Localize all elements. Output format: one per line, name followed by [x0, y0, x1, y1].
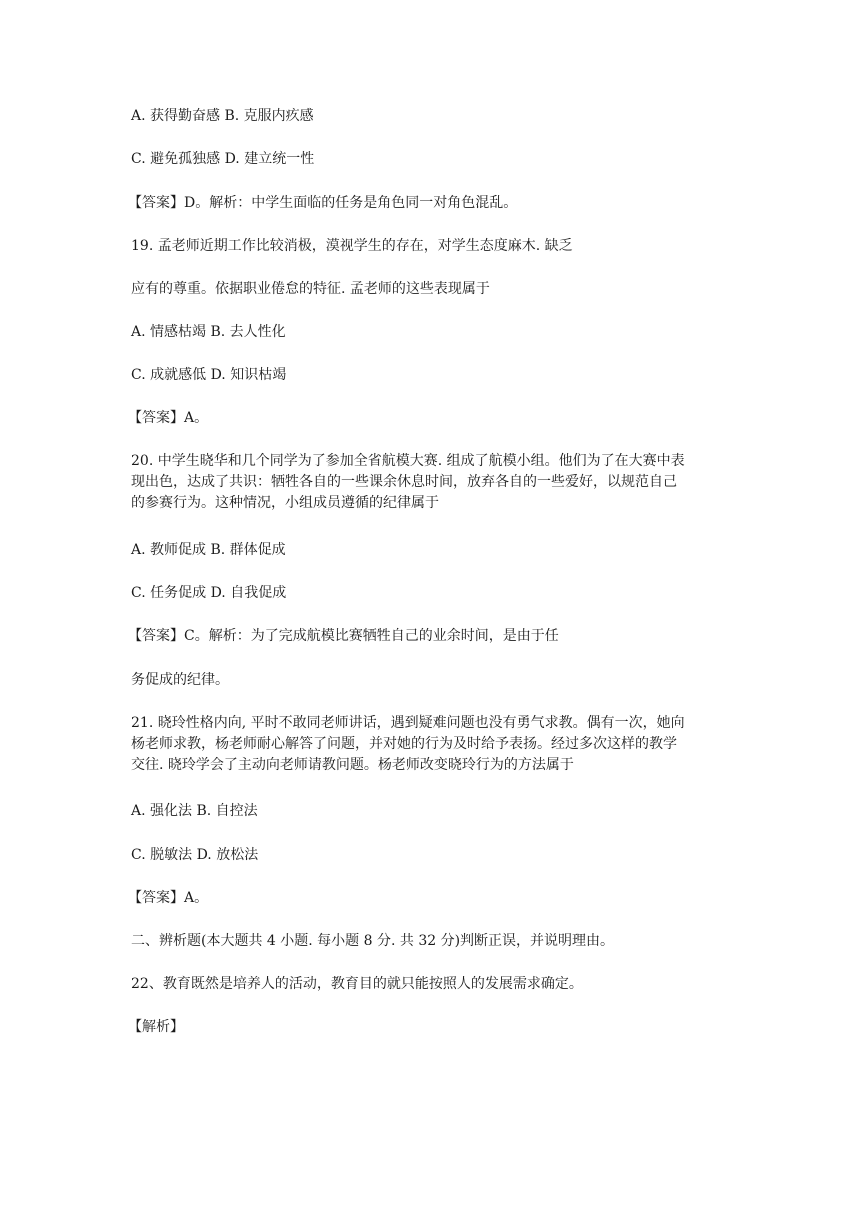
q19-stem-line-1: 19. 孟老师近期工作比较消极，漠视学生的存在，对学生态度麻木. 缺乏	[131, 238, 573, 254]
q20-options-c-d: C. 任务促成 D. 自我促成	[131, 585, 287, 601]
q21-stem-line-2: 杨老师求教，杨老师耐心解答了问题，并对她的行为及时给予表扬。经过多次这样的教学	[131, 736, 677, 752]
q21-options-c-d: C. 脱敏法 D. 放松法	[131, 847, 259, 863]
q19-stem-line-2: 应有的尊重。依据职业倦怠的特征. 孟老师的这些表现属于	[131, 281, 490, 297]
q19-options-a-b: A. 情感枯竭 B. 去人性化	[131, 324, 286, 340]
q22-analysis-label: 【解析】	[128, 1019, 184, 1035]
q20-options-a-b: A. 教师促成 B. 群体促成	[131, 542, 286, 558]
q20-answer-line-2: 务促成的纪律。	[131, 672, 229, 688]
section-heading: 二、辨析题(本大题共 4 小题. 每小题 8 分. 共 32 分)判断正误，并说明理由。	[131, 933, 615, 949]
q21-stem	[131, 713, 685, 776]
q18-options-c-d: C. 避免孤独感 D. 建立统一性	[131, 151, 315, 167]
q20-stem-line-3: 的参赛行为。这种情况，小组成员遵循的纪律属于	[131, 495, 439, 511]
q21-answer: 【答案】A。	[128, 890, 209, 906]
q19-answer: 【答案】A。	[128, 410, 209, 426]
q21-options-a-b: A. 强化法 B. 自控法	[131, 803, 258, 819]
q21-stem-line-1: 21. 晓玲性格内向, 平时不敢同老师讲话，遇到疑难问题也没有勇气求教。偶有一次，她向	[131, 715, 685, 731]
q19-options-c-d: C. 成就感低 D. 知识枯竭	[131, 367, 287, 383]
q20-stem-line-1: 20. 中学生晓华和几个同学为了参加全省航模大赛. 组成了航模小组。他们为了在大赛中表	[131, 453, 685, 469]
q20-stem-line-2: 现出色，达成了共识：牺牲各自的一些课余休息时间，放弃各自的一些爱好，以规范自己	[131, 474, 677, 490]
q20-stem	[131, 451, 685, 514]
q21-stem-line-3: 交往. 晓玲学会了主动向老师请教问题。杨老师改变晓玲行为的方法属于	[131, 757, 574, 773]
q18-answer: 【答案】D。解析：中学生面临的任务是角色同一对角色混乱。	[128, 195, 518, 211]
q22-stem: 22、教育既然是培养人的活动，教育目的就只能按照人的发展需求确定。	[131, 976, 583, 992]
q18-options-a-b: A. 获得勤奋感 B. 克服内疚感	[131, 108, 314, 124]
q20-answer-line-1: 【答案】C。解析：为了完成航模比赛牺牲自己的业余时间，是由于任	[128, 628, 559, 644]
